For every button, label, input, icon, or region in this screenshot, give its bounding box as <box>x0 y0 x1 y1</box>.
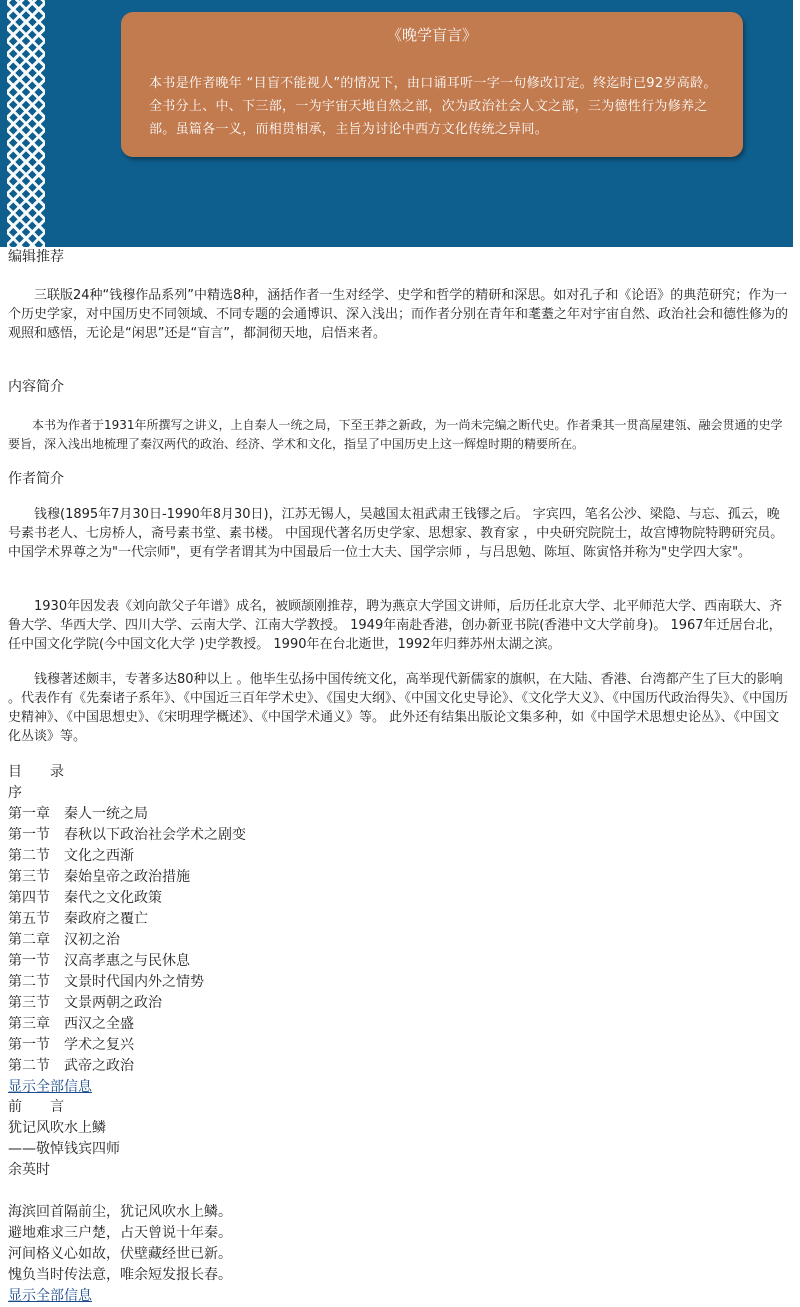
editor-recommend-text: 三联版24种“钱穆作品系列”中精选8种，涵括作者一生对经学、史学和哲学的精研和深思。如对孔子和《论语》的典范研究；作为一个历史学家，对中国历史不同领域、不同专题的会通博识、深入浅出；而作者分别在青年和耄耋之年对宇宙自然、政治社会和德性修为的观照和感悟，无论是“闲思”还是“盲言”，都洞彻天地，启悟来者。 <box>8 288 789 341</box>
decorative-pattern <box>7 0 45 247</box>
content-summary-text: 本书为作者于1931年所撰写之讲义，上自秦人一统之局，下至王莽之新政，为一尚未完编之断代史。作者秉其一贯高屋建瓴、融会贯通的史学要旨，深入浅出地梳理了秦汉两代的政治、经济、学术和文化，指呈了中国历史上这一辉煌时期的精要所在。 <box>8 418 783 451</box>
preface-line: 避地难求三户楚，占天曾说十年秦。 <box>8 1225 232 1241</box>
toc-item <box>8 930 792 951</box>
toc-item <box>8 972 792 993</box>
preface-line: 海滨回首隔前尘，犹记风吹水上鳞。 <box>8 1204 232 1220</box>
editor-recommend-heading: 编辑推荐 <box>8 249 64 265</box>
book-banner <box>0 0 793 247</box>
toc-show-all-link[interactable]: 显示全部信息 <box>8 1079 92 1095</box>
toc-item-title: 文景时代国内外之情势 <box>64 974 204 990</box>
preface-line: 愧负当时传法意，唯余短发报长春。 <box>8 1267 232 1283</box>
toc-item-number: 第一节 <box>8 827 50 843</box>
author-intro-heading: 作者简介 <box>8 471 64 487</box>
book-intro-text: 本书是作者晚年 “目盲不能视人”的情况下，由口诵耳听一字一句修改订定。终迄时已92岁高龄。全书分上、中、下三部，一为宇宙天地自然之部，次为政治社会人文之部，三为德性行为修养之部。虽篇各一义，而相贯相承，主旨为讨论中西方文化传统之异同。 <box>149 76 717 137</box>
toc-item-title: 文景两朝之政治 <box>64 995 162 1011</box>
preface-line: ——敬悼钱宾四师 <box>8 1141 120 1157</box>
toc-item <box>8 1035 792 1056</box>
toc-item <box>8 867 792 888</box>
book-title: 《晚学盲言》 <box>386 26 477 44</box>
preface-line <box>8 1181 792 1202</box>
toc-item-number: 第五节 <box>8 911 50 927</box>
toc-item-title: 秦代之文化政策 <box>64 890 162 906</box>
toc-item-number: 第四节 <box>8 890 50 906</box>
toc-item-number: 第三节 <box>8 995 50 1011</box>
toc-item <box>8 783 792 804</box>
toc-item-title: 武帝之政治 <box>64 1058 134 1074</box>
toc-item-number: 第二节 <box>8 974 50 990</box>
toc-item-title: 秦人一统之局 <box>64 806 148 822</box>
toc-item-number: 序 <box>8 785 22 801</box>
toc-item-title: 西汉之全盛 <box>64 1016 134 1032</box>
toc-heading: 目 录 <box>8 764 64 780</box>
toc-item-title: 秦政府之覆亡 <box>64 911 148 927</box>
toc-item <box>8 888 792 909</box>
toc-item-title: 春秋以下政治社会学术之剧变 <box>64 827 246 843</box>
toc-item <box>8 951 792 972</box>
toc-item <box>8 1014 792 1035</box>
toc-item-title: 学术之复兴 <box>64 1037 134 1053</box>
preface-heading: 前 言 <box>8 1099 64 1115</box>
content-summary-heading: 内容简介 <box>8 379 64 395</box>
author-paragraph: 钱穆(1895年7月30日-1990年8月30日)，江苏无锡人，吴越国太祖武肃王钱镠之后。 字宾四，笔名公沙、梁隐、与忘、孤云，晚号素书老人、七房桥人，斋号素书堂、素书楼。 中国现代著名历史学家、思想家、教育家 ，中央研究院院士，故宫博物院特聘研究员。 中国学术界尊之为"一代宗师"，更有学者谓其为中国最后一位士大夫、国学宗师 ，与吕思勉、陈垣、陈寅恪并称为"史学四大家"。 <box>8 507 784 560</box>
toc-item-number: 第一节 <box>8 953 50 969</box>
toc-item-title: 汉初之治 <box>64 932 120 948</box>
toc-item-number: 第二节 <box>8 1058 50 1074</box>
toc-item-title: 秦始皇帝之政治措施 <box>64 869 190 885</box>
toc-item <box>8 825 792 846</box>
preface-show-all-link[interactable]: 显示全部信息 <box>8 1288 92 1304</box>
toc-item-number: 第二节 <box>8 848 50 864</box>
toc-item-number: 第三章 <box>8 1016 50 1032</box>
toc-item <box>8 804 792 825</box>
preface-section <box>8 1097 792 1307</box>
toc-item-number: 第一节 <box>8 1037 50 1053</box>
preface-line: 犹记风吹水上鳞 <box>8 1120 106 1136</box>
toc-item <box>8 909 792 930</box>
toc-item <box>8 1056 792 1077</box>
author-paragraph: 1930年因发表《刘向歆父子年谱》成名，被顾颉刚推荐，聘为燕京大学国文讲师，后历任北京大学、北平师范大学、西南联大、齐鲁大学、华西大学、四川大学、云南大学、江南大学教授。 1949年南赴香港，创办新亚书院(香港中文大学前身)。 1967年迁居台北，任中国文化学院(今中国文化大学 )史学教授。 1990年在台北逝世，1992年归葬苏州太湖之滨。 <box>8 599 783 652</box>
toc-item <box>8 993 792 1014</box>
toc-item-number: 第一章 <box>8 806 50 822</box>
toc-item-number: 第三节 <box>8 869 50 885</box>
book-intro-card <box>121 12 743 157</box>
preface-line: 余英时 <box>8 1162 50 1178</box>
toc-item-number: 第二章 <box>8 932 50 948</box>
toc-item <box>8 846 792 867</box>
toc-item-title: 汉高孝惠之与民休息 <box>64 953 190 969</box>
toc-item-title: 文化之西渐 <box>64 848 134 864</box>
preface-line: 河间格义心如故，伏壁藏经世已新。 <box>8 1246 232 1262</box>
table-of-contents <box>8 762 792 1098</box>
author-paragraph: 钱穆著述颇丰，专著多达80种以上 。他毕生弘扬中国传统文化，高举现代新儒家的旗帜，在大陆、香港、台湾都产生了巨大的影响 。代表作有《先秦诸子系年》、《中国近三百年学术史》、《国史大纲》、《中国文化史导论》、《文化学大义》、《中国历代政治得失》、《中国历史精神》、《中国思想史》、《宋明理学概述》、《中国学术通义》等。 此外还有结集出版论文集多种，如《中国学术思想史论丛》、《中国文化丛谈》等。 <box>8 672 789 744</box>
